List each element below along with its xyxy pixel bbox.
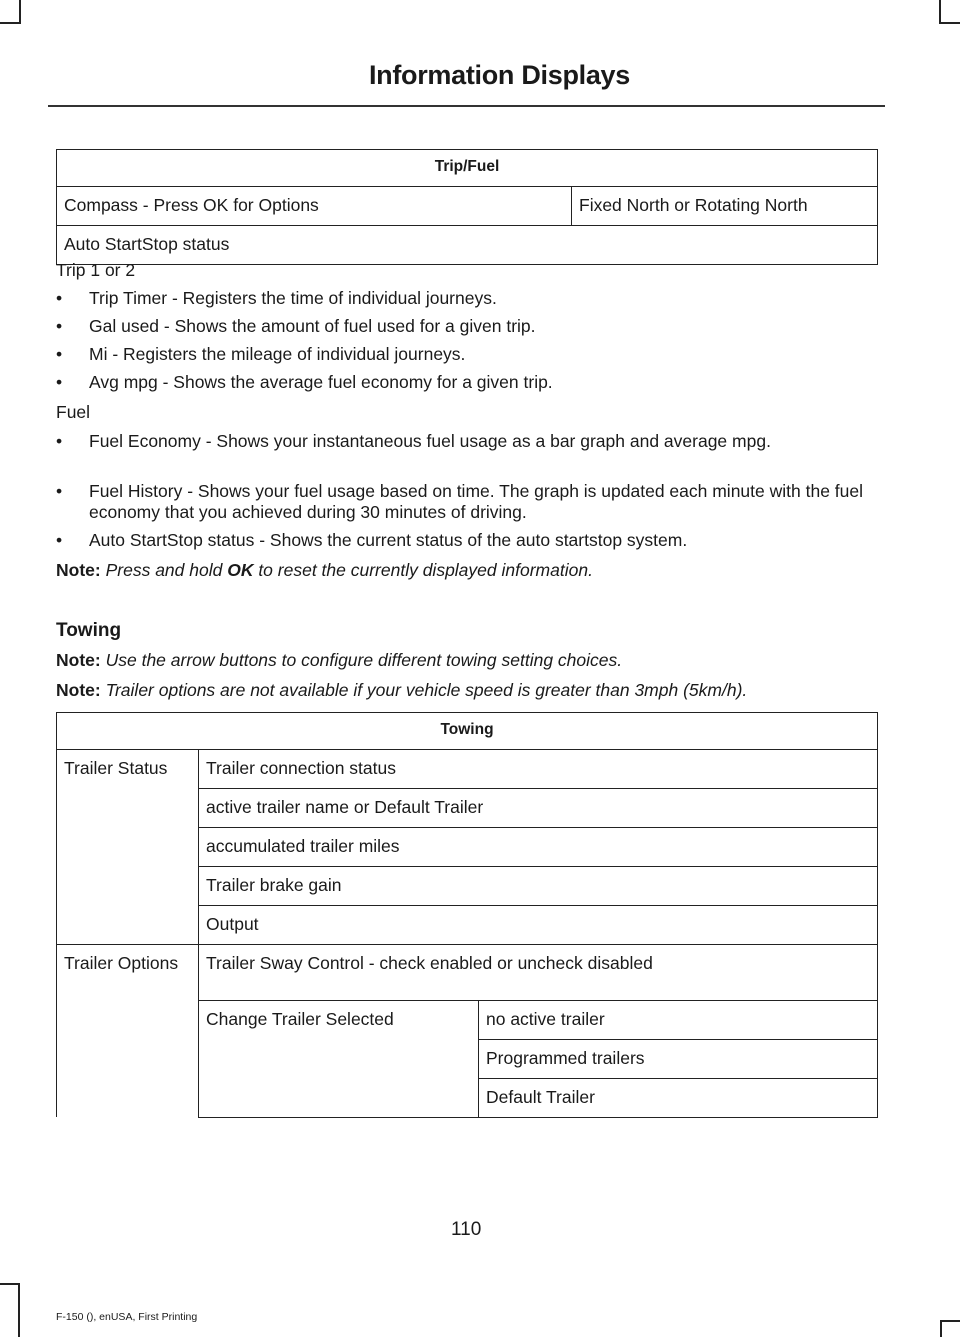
table-cell: Auto StartStop status: [57, 226, 878, 265]
crop-mark: [0, 22, 20, 24]
crop-mark: [18, 1283, 20, 1337]
table-cell: accumulated trailer miles: [199, 828, 878, 867]
footer-text: F-150 (), enUSA, First Printing: [56, 1311, 198, 1323]
table-cell: Trailer Options: [57, 945, 199, 1001]
crop-mark: [0, 1283, 20, 1285]
crop-mark: [940, 1320, 942, 1337]
bullet-icon: •: [56, 431, 63, 451]
bullet-icon: •: [56, 530, 63, 550]
table-row: [57, 945, 878, 1001]
towing-table: [56, 712, 878, 1118]
table-heading: Towing: [57, 713, 878, 750]
towing-heading: Towing: [56, 620, 122, 641]
page-number: 110: [451, 1219, 482, 1240]
table-cell: Compass - Press OK for Options: [57, 187, 572, 226]
table-row: [57, 187, 878, 226]
list-item: • Mi - Registers the mileage of individual journeys.: [56, 344, 466, 364]
list-item: • Fuel History - Shows your fuel usage based on time. The graph is updated each minute with the fuel economy that you achieved during 30 minutes of driving.: [56, 481, 863, 522]
bullet-icon: •: [56, 481, 63, 501]
bullet-icon: •: [56, 316, 63, 336]
crop-mark: [940, 1320, 960, 1322]
crop-mark: [19, 0, 21, 24]
table-row: [57, 1000, 878, 1039]
note-towing-arrows: Note: Use the arrow buttons to configure different towing setting choices.: [56, 650, 623, 670]
table-cell: no active trailer: [479, 1000, 878, 1039]
table-cell: Programmed trailers: [479, 1039, 878, 1078]
table-cell: Trailer connection status: [199, 750, 878, 789]
page-header-title: Information Displays: [368, 60, 630, 90]
table-cell: active trailer name or Default Trailer: [199, 789, 878, 828]
table-cell: Trailer Sway Control - check enabled or uncheck disabled: [199, 945, 878, 1001]
note-towing-speed: Note: Trailer options are not available if your vehicle speed is greater than 3mph (5km/h).: [56, 680, 748, 700]
table-cell: Trailer Status: [57, 750, 199, 945]
bullet-icon: •: [56, 288, 63, 308]
table-cell: Fixed North or Rotating North: [572, 187, 878, 226]
table-cell: Change Trailer Selected: [199, 1000, 479, 1117]
table-cell: Output: [199, 906, 878, 945]
crop-mark: [940, 22, 960, 24]
fuel-label: Fuel: [56, 402, 91, 422]
list-item: • Avg mpg - Shows the average fuel economy for a given trip.: [56, 372, 553, 392]
note-reset: Note: Press and hold OK to reset the currently displayed information.: [56, 560, 593, 580]
trip-label: Trip 1 or 2: [56, 260, 136, 280]
header-rule: [48, 105, 885, 107]
crop-mark: [939, 0, 941, 24]
table-cell-empty: [57, 1000, 199, 1117]
table-row: [57, 226, 878, 265]
list-item: • Auto StartStop status - Shows the current status of the auto startstop system.: [56, 530, 688, 550]
table-cell: Default Trailer: [479, 1078, 878, 1117]
table-heading: Trip/Fuel: [57, 150, 878, 187]
bullet-icon: •: [56, 344, 63, 364]
bullet-icon: •: [56, 372, 63, 392]
list-item: • Fuel Economy - Shows your instantaneous fuel usage as a bar graph and average mpg.: [56, 431, 771, 451]
table-row: [57, 750, 878, 789]
trip-fuel-table: [56, 149, 878, 265]
list-item: • Trip Timer - Registers the time of individual journeys.: [56, 288, 497, 308]
list-item: • Gal used - Shows the amount of fuel used for a given trip.: [56, 316, 536, 336]
table-cell: Trailer brake gain: [199, 867, 878, 906]
